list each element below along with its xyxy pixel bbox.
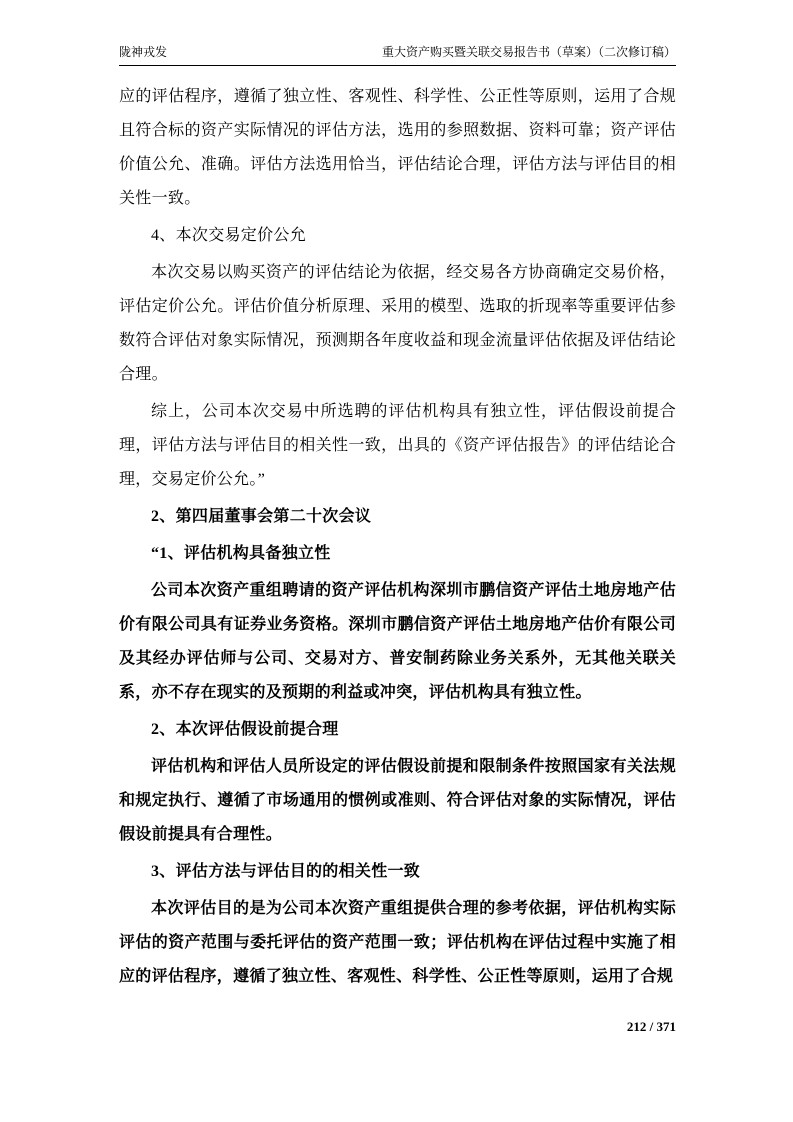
header-company-name: 陇神戎发 [119,45,168,59]
page-number: 212 / 371 [626,1019,676,1034]
paragraph-assumptions-detail: 评估机构和评估人员所设定的评估假设前提和限制条件按照国家有关法规和规定执行、遵循了市场通用的惯例或准则、符合评估对象的实际情况，评估假设前提具有合理性。 [119,758,676,843]
page-header [119,44,676,66]
paragraph-pricing-basis: 本次交易以购买资产的评估结论为依据，经交易各方协商确定交易价格，评估定价公允。评估价值分析原理、采用的模型、选取的折现率等重要评估参数符合评估对象实际情况，预测期各年度收益和现金流量评估依据及评估结论合理。 [119,264,676,383]
header-document-title: 重大资产购买暨关联交易报告书（草案）（二次修订稿） [381,45,676,59]
heading-3-method-relevance: 3、评估方法与评估目的的相关性一致 [151,863,421,880]
paragraph-method-relevance-detail: 本次评估目的是为公司本次资产重组提供合理的参考依据，评估机构实际评估的资产范围与委托评估的资产范围一致；评估机构在评估过程中实施了相应的评估程序，遵循了独立性、客观性、科学性、公正性等原则，运用了合规 [119,900,676,985]
heading-4-pricing-fair: 4、本次交易定价公允 [151,227,307,244]
paragraph-independence-detail: 公司本次资产重组聘请的资产评估机构深圳市鹏信资产评估土地房地产估价有限公司具有证券业务资格。深圳市鹏信资产评估土地房地产估价有限公司及其经办评估师与公司、交易对方、普安制药除业务关系外，无其他关联关系，亦不存在现实的及预期的利益或冲突，评估机构具有独立性。 [119,582,676,701]
heading-2-assumptions: 2、本次评估假设前提合理 [151,721,339,738]
paragraph-summary: 综上，公司本次交易中所选聘的评估机构具有独立性，评估假设前提合理，评估方法与评估目的相关性一致，出具的《资产评估报告》的评估结论合理，交易定价公允。” [119,403,676,488]
heading-board-meeting: 2、第四届董事会第二十次会议 [151,508,372,525]
heading-1-independence: “1、评估机构具备独立性 [151,545,331,562]
paragraph-continuation: 应的评估程序，遵循了独立性、客观性、科学性、公正性等原则，运用了合规且符合标的资产实际情况的评估方法，选用的参照数据、资料可靠；资产评估价值公允、准确。评估方法选用恰当，评估结论合理，评估方法与评估目的相关性一致。 [119,88,676,207]
document-body [119,80,676,997]
